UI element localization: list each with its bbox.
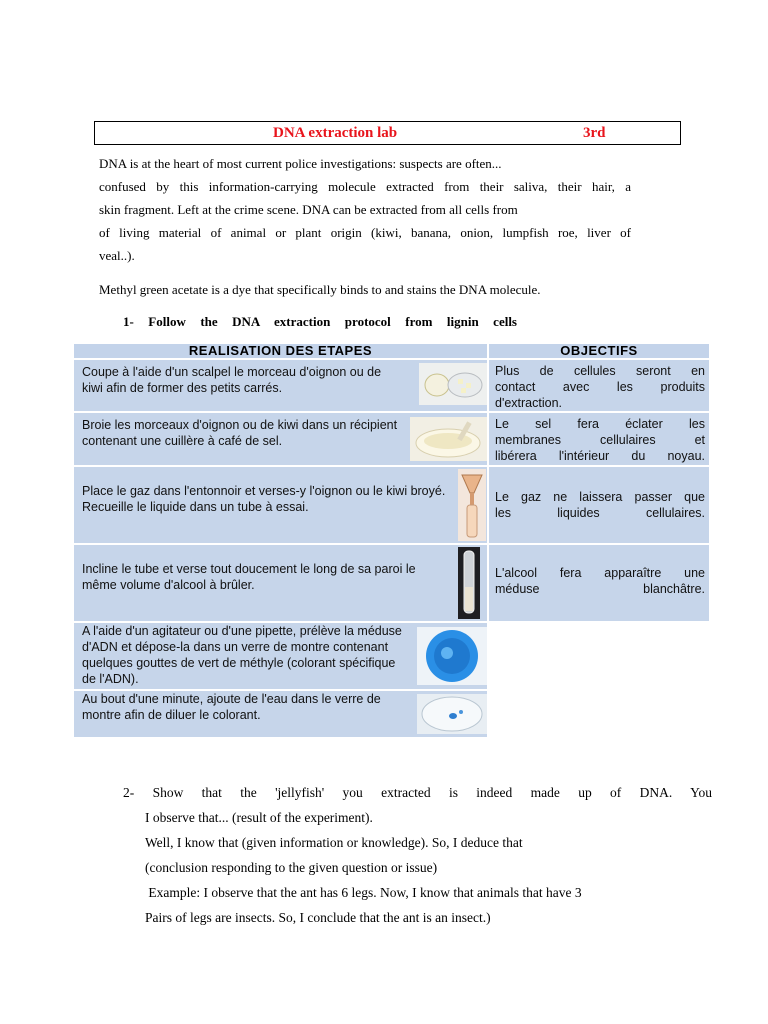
grade-label: 3rd: [583, 125, 606, 141]
step-text: Au bout d'une minute, ajoute de l'eau dans le verre de montre afin de diluer le colorant.: [82, 692, 381, 722]
onion-squares-photo-icon: [419, 363, 487, 405]
objective-text-empty: [489, 691, 709, 694]
objective-text: Le gaz ne laissera passer que les liquides cellulaires.: [495, 490, 705, 520]
protocol-table: [72, 342, 711, 739]
table-row: [73, 359, 710, 412]
table-row: [73, 622, 710, 690]
table-row: [73, 544, 710, 622]
question-line: I observe that... (result of the experiment).: [145, 810, 373, 825]
objective-text: Plus de cellules seront en contact avec les produits d'extraction.: [495, 364, 705, 410]
table-row: [73, 690, 710, 738]
step-text: Incline le tube et verse tout doucement le long de sa paroi le même volume d'alcool à brûler.: [82, 562, 416, 592]
table-row: [73, 466, 710, 544]
intro-paragraph: [99, 152, 631, 267]
intro-line: of living material of animal or plant origin (kiwi, banana, onion, lumpfish roe, liver of: [99, 225, 631, 240]
objective-text: Le sel fera éclater les membranes cellulaires et libérera l'intérieur du noyau.: [495, 417, 705, 463]
blue-dish-photo-icon: [417, 627, 487, 685]
intro-line: DNA is at the heart of most current police investigations: suspects are often...: [99, 156, 502, 171]
funnel-tube-photo-icon: [458, 469, 486, 541]
watch-glass-photo-icon: [417, 694, 487, 734]
test-tube-photo-icon: [458, 547, 480, 619]
step-text: Place le gaz dans l'entonnoir et verses-y l'oignon ou le kiwi broyé. Recueille le liquide dans un tube à essai.: [82, 484, 446, 514]
question-line: 2- Show that the 'jellyfish' you extracted is indeed made up of DNA. You: [123, 785, 712, 800]
question-line: Pairs of legs are insects. So, I conclude that the ant is an insect.): [145, 910, 491, 925]
question-line: Example: I observe that the ant has 6 legs. Now, I know that animals that have 3: [145, 885, 582, 900]
col-header-steps: REALISATION DES ETAPES: [73, 343, 488, 359]
question-line: Well, I know that (given information or knowledge). So, I deduce that: [145, 835, 523, 850]
question-line: (conclusion responding to the given question or issue): [145, 860, 438, 875]
mortar-bowl-photo-icon: [410, 417, 487, 461]
intro-line: skin fragment. Left at the crime scene. DNA can be extracted from all cells from: [99, 202, 518, 217]
intro-line: confused by this information-carrying molecule extracted from their saliva, their hair, a: [99, 179, 631, 194]
methyl-note: Methyl green acetate is a dye that specifically binds to and stains the DNA molecule.: [99, 282, 541, 297]
step1-heading: 1- Follow the DNA extraction protocol from lignin cells: [123, 314, 517, 329]
step-text: Coupe à l'aide d'un scalpel le morceau d'oignon ou de kiwi afin de former des petits carrés.: [82, 365, 382, 395]
intro-line: veal..).: [99, 248, 135, 263]
question-2: [123, 780, 712, 930]
objective-text-empty: [489, 623, 709, 626]
step-text: Broie les morceaux d'oignon ou de kiwi dans un récipient contenant une cuillère à café de sel.: [82, 418, 398, 448]
page-title: DNA extraction lab: [273, 125, 398, 141]
title-box: [94, 121, 681, 145]
objective-text: L'alcool fera apparaître une méduse blanchâtre.: [495, 566, 705, 596]
step-text: A l'aide d'un agitateur ou d'une pipette, prélève la méduse d'ADN et dépose-la dans un verre de montre contenant quelques gouttes de vert de méthyle (colorant spécifique de l'ADN).: [82, 624, 402, 686]
col-header-objectives: OBJECTIFS: [488, 343, 710, 359]
table-row: [73, 412, 710, 466]
